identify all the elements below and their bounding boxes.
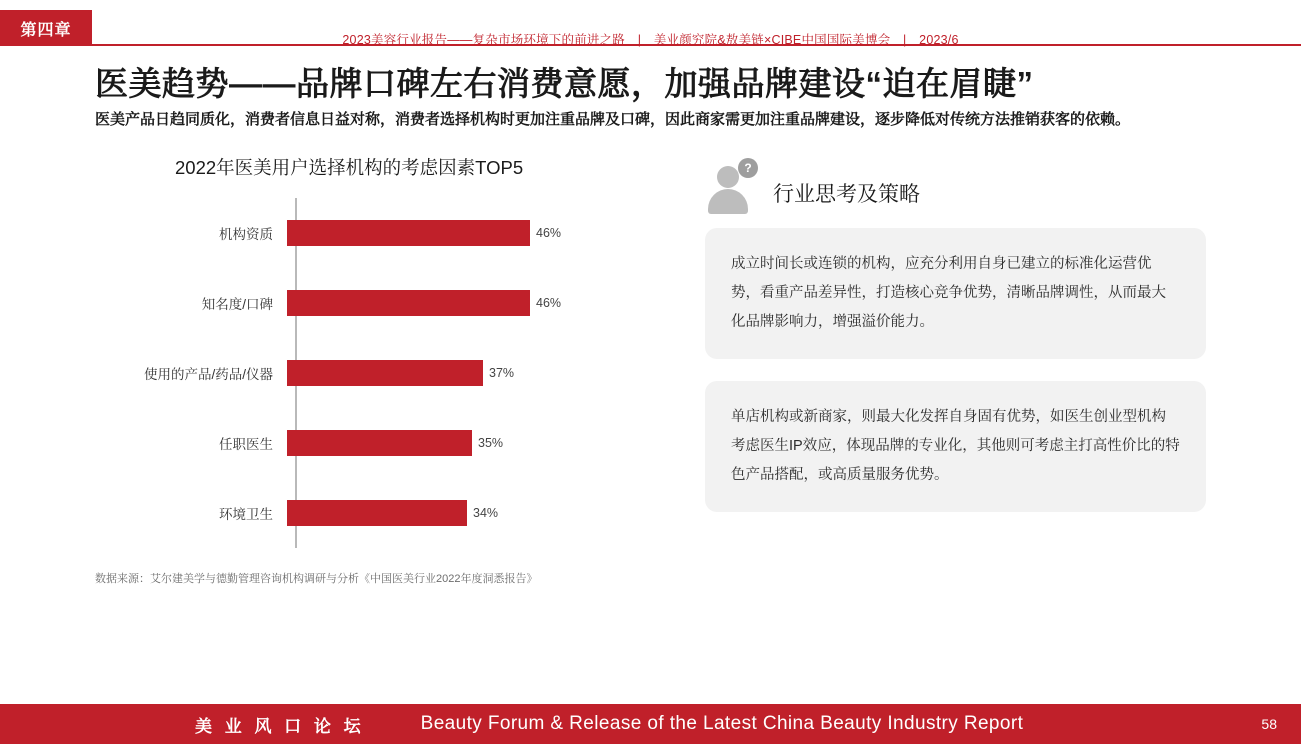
chart-bar-row bbox=[95, 198, 695, 268]
chapter-tag: 第四章 bbox=[0, 10, 92, 46]
chart-bar-row bbox=[95, 338, 695, 408]
bar-value: 46% bbox=[536, 225, 562, 240]
insight-block bbox=[695, 154, 1206, 586]
bar-value: 46% bbox=[536, 295, 562, 310]
bar-track bbox=[287, 268, 695, 338]
bar-track bbox=[287, 408, 695, 478]
bar-value: 37% bbox=[489, 365, 515, 380]
person-head-shape bbox=[717, 166, 739, 188]
bar-track bbox=[287, 478, 695, 548]
footer-cn-title: 美 业 风 口 论 坛 bbox=[195, 716, 365, 736]
insight-card: 单店机构或新商家，则最大化发挥自身固有优势，如医生创业型机构考虑医生IP效应，体现品牌的专业化，其他则可考虑主打高性价比的特色产品搭配，或高质量服务优势。 bbox=[705, 381, 1206, 512]
bar-label: 任职医生 bbox=[219, 436, 273, 452]
bar bbox=[287, 220, 530, 246]
page-header bbox=[0, 0, 1301, 56]
content-area bbox=[0, 154, 1301, 586]
bar bbox=[287, 360, 483, 386]
chart-bar-row bbox=[95, 478, 695, 548]
bar bbox=[287, 290, 530, 316]
page-number: 58 bbox=[1261, 716, 1277, 732]
chart-title: 2022年医美用户选择机构的考虑因素TOP5 bbox=[175, 156, 524, 178]
chart-bar-row bbox=[95, 268, 695, 338]
person-question-icon bbox=[705, 158, 763, 214]
bar bbox=[287, 430, 472, 456]
chart-block bbox=[95, 154, 695, 586]
bar-value: 34% bbox=[473, 505, 499, 520]
bar-chart bbox=[95, 198, 695, 548]
question-mark-icon: ? bbox=[738, 158, 758, 178]
bar-label: 机构资质 bbox=[219, 226, 273, 242]
bar-value: 35% bbox=[478, 435, 504, 450]
footer-en-title: Beauty Forum & Release of the Latest China Beauty Industry Report bbox=[420, 713, 1024, 734]
bar bbox=[287, 500, 467, 526]
header-meta-separator-1: | bbox=[637, 33, 642, 47]
page-title: 医美趋势——品牌口碑左右消费意愿，加强品牌建设“迫在眉睫” bbox=[95, 65, 1034, 102]
chart-bar-row bbox=[95, 408, 695, 478]
bar-label: 使用的产品/药品/仪器 bbox=[143, 366, 273, 382]
header-meta bbox=[0, 30, 1301, 48]
insight-card: 成立时间长或连锁的机构，应充分利用自身已建立的标准化运营优势，看重产品差异性，打造核心竞争优势，清晰品牌调性，从而最大化品牌影响力，增强溢价能力。 bbox=[705, 228, 1206, 359]
header-meta-separator-2: | bbox=[903, 33, 907, 47]
bar-track bbox=[287, 338, 695, 408]
header-meta-report: 2023美容行业报告——复杂市场环境下的前进之路 bbox=[342, 33, 625, 47]
insight-title: 行业思考及策略 bbox=[773, 182, 920, 206]
page-footer bbox=[0, 704, 1301, 744]
title-block bbox=[0, 56, 1301, 132]
header-meta-organizer: 美业颜究院&敖美链×CIBE中国国际美博会 bbox=[653, 33, 891, 47]
bar-label: 知名度/口碑 bbox=[201, 296, 273, 312]
bar-track bbox=[287, 198, 695, 268]
header-meta-date: 2023/6 bbox=[919, 33, 959, 47]
page-description: 医美产品日趋同质化，消费者信息日益对称，消费者选择机构时更加注重品牌及口碑，因此商家需更加注重品牌建设，逐步降低对传统方法推销获客的依赖。 bbox=[95, 111, 1131, 129]
bar-label: 环境卫生 bbox=[219, 506, 273, 522]
person-body-shape bbox=[708, 189, 748, 214]
source-note: 数据来源：艾尔建美学与德勤管理咨询机构调研与分析《中国医美行业2022年度洞悉报告》 bbox=[95, 572, 538, 585]
insight-header bbox=[705, 154, 1206, 214]
